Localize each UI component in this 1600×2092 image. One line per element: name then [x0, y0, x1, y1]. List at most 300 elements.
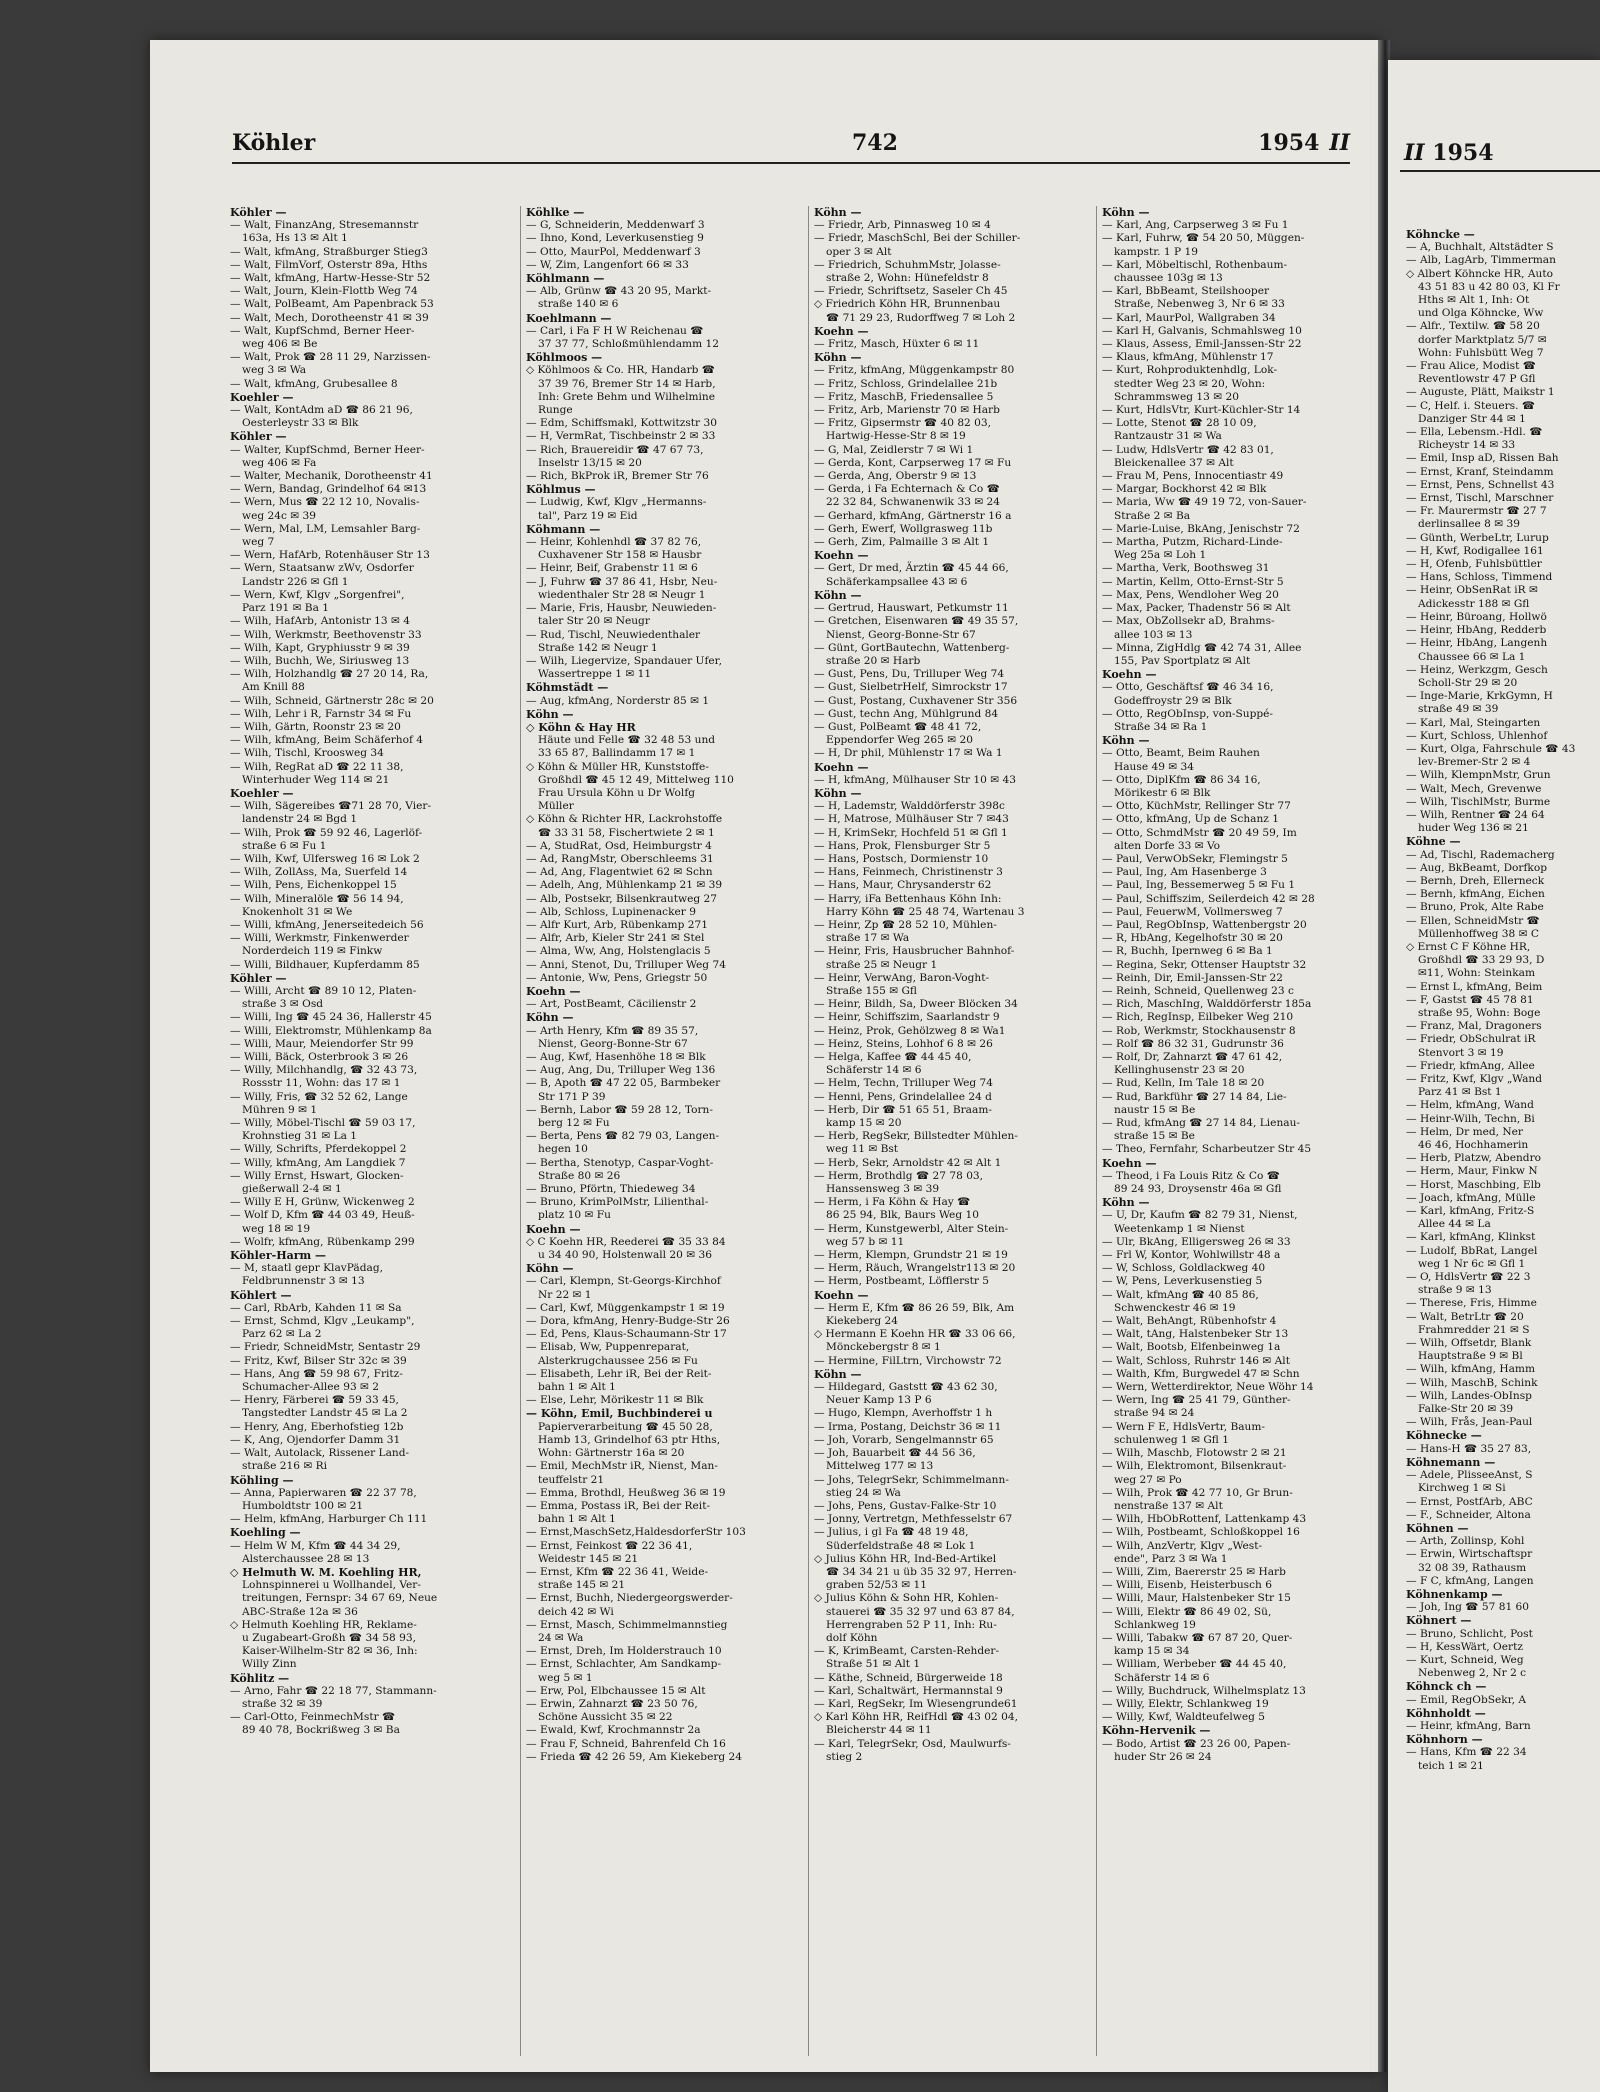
directory-entry: — Heinr, Bildh, Sa, Dweer Blöcken 34	[814, 998, 1018, 1011]
directory-entry: — Heinz, Steins, Lohhof 6 8 ✉ 26	[814, 1037, 993, 1050]
directory-entry: — Günt, GortBautechn, Wattenberg-	[814, 641, 1010, 654]
directory-entry: — Käthe, Schneid, Bürgerweide 18	[814, 1671, 1003, 1684]
directory-heading: Köhn —	[526, 1011, 574, 1025]
directory-entry: — Theo, Fernfahr, Scharbeutzer Str 45	[1102, 1143, 1312, 1156]
directory-entry: — Frieda ☎ 42 26 59, Am Kiekeberg 24	[526, 1750, 743, 1763]
directory-entry: — Joh, Ing ☎ 57 81 60	[1406, 1601, 1530, 1614]
directory-entry: — Gerh, Zim, Palmaille 3 ✉ Alt 1	[814, 536, 990, 549]
directory-entry: — A, StudRat, Osd, Heimburgstr 4	[526, 839, 712, 852]
directory-entry: Hauptstraße 9 ✉ Bl	[1418, 1350, 1523, 1363]
directory-entry: Schäferstr 14 ✉ 6	[826, 1064, 922, 1077]
directory-entry: — Hans, Prok, Flensburger Str 5	[814, 839, 991, 852]
directory-entry: straße 15 ✉ Be	[1114, 1130, 1195, 1143]
directory-entry: — Heinr-Wilh, Techn, Bi	[1406, 1112, 1535, 1125]
directory-entry: — Ernst, Masch, Schimmelmannstieg	[526, 1618, 728, 1631]
directory-heading: Köhler —	[230, 971, 287, 985]
directory-heading: Köhn —	[814, 351, 862, 365]
directory-entry: huder Str 26 ✉ 24	[1114, 1750, 1212, 1763]
directory-entry: — Henry, Ang, Eberhofstieg 12b	[230, 1420, 404, 1433]
directory-entry: — Fr. Maurermstr ☎ 27 7	[1406, 505, 1547, 518]
directory-entry: — Walt, Autolack, Rissener Land-	[230, 1447, 410, 1460]
directory-entry: — Gust, SielbetrHelf, Simrockstr 17	[814, 681, 1008, 694]
directory-entry: — Ernst, Feinkost ☎ 22 36 41,	[526, 1539, 693, 1552]
directory-heading: ◇ Helmuth W. M. Koehling HR,	[230, 1565, 422, 1579]
directory-entry: — Harry, iFa Bettenhaus Köhn Inh:	[814, 892, 1002, 905]
directory-heading: Köhler —	[230, 206, 287, 219]
directory-entry: — Carl, i Fa F H W Reichenau ☎	[526, 324, 704, 337]
directory-heading: Koehn —	[814, 760, 869, 774]
right-running-head	[1404, 140, 1494, 166]
directory-entry: dorfer Marktplatz 5/7 ✉	[1418, 333, 1547, 346]
directory-entry: — Herm, Postbeamt, Löfflerstr 5	[814, 1275, 990, 1288]
directory-entry: — Rolf, Dr, Zahnarzt ☎ 47 61 42,	[1102, 1051, 1283, 1063]
directory-entry: — Rich, MaschIng, Walddörferstr 185a	[1102, 998, 1312, 1011]
directory-heading: Köhnert —	[1406, 1614, 1472, 1628]
directory-entry: straße 140 ✉ 6	[538, 298, 619, 311]
directory-entry: — W, Zim, Langenfort 66 ✉ 33	[526, 258, 689, 271]
directory-entry: ◇ Köhn & Müller HR, Kunststoffe-	[526, 760, 709, 773]
directory-entry: — Friedr, kfmAng, Allee	[1406, 1059, 1535, 1072]
directory-heading: Köhn —	[1102, 734, 1150, 748]
directory-entry: — Max, Packer, Thadenstr 56 ✉ Alt	[1102, 602, 1291, 615]
directory-entry: — Karl, Mal, Steingarten	[1406, 716, 1541, 729]
directory-entry: — Maria, Ww ☎ 49 19 72, von-Sauer-	[1102, 496, 1307, 509]
directory-entry: — Ernst, Schlachter, Am Sandkamp-	[526, 1658, 722, 1671]
directory-entry: — Kurt, Schloss, Uhlenhof	[1406, 729, 1548, 742]
directory-entry: — Alb, Schloss, Lupinenacker 9	[526, 905, 696, 918]
directory-entry: — Helga, Kaffee ☎ 44 45 40,	[814, 1051, 972, 1063]
directory-entry: — Paul, RegObInsp, Wattenbergstr 20	[1102, 918, 1307, 931]
directory-entry: — Wern, Bandag, Grindelhof 64 ✉13	[230, 483, 427, 496]
directory-entry: — Helm, Techn, Trilluper Weg 74	[814, 1077, 993, 1090]
directory-entry: — B, Apoth ☎ 47 22 05, Barmbeker	[526, 1077, 721, 1090]
directory-entry: — Günth, WerbeLtr, Lurup	[1406, 531, 1549, 544]
directory-entry: — Hans, Postsch, Dormienstr 10	[814, 852, 989, 865]
directory-entry: platz 10 ✉ Fu	[538, 1209, 611, 1222]
directory-entry: — Arth, Zollinsp, Kohl	[1406, 1535, 1525, 1548]
directory-entry: — Alma, Ww, Ang, Holstenglacis 5	[526, 945, 711, 958]
directory-entry: Frau Ursula Köhn u Dr Wolfg	[538, 786, 696, 799]
directory-heading: Köhn-Hervenik —	[1102, 1724, 1211, 1738]
directory-entry: kampstr. 1 P 19	[1114, 245, 1198, 258]
directory-entry: — Fritz, Kwf, Bilser Str 32c ✉ 39	[230, 1354, 407, 1367]
page-number: 742	[852, 130, 898, 156]
directory-entry: — Otto, DiplKfm ☎ 86 34 16,	[1102, 773, 1261, 786]
directory-entry: weg 406 ✉ Fa	[242, 456, 317, 469]
directory-entry: — Wilh, Liegervize, Spandauer Ufer,	[526, 654, 722, 667]
directory-entry: Straße 155 ✉ Gfl	[826, 984, 917, 997]
directory-entry: — Bernh, Labor ☎ 59 28 12, Torn-	[526, 1103, 713, 1116]
directory-entry: — Wilh, KlempnMstr, Grun	[1406, 769, 1551, 782]
directory-entry: — A, Buchhalt, Altstädter S	[1406, 241, 1554, 254]
directory-entry: — Ernst, Kfm ☎ 22 36 41, Weide-	[526, 1565, 709, 1578]
directory-entry: berg 12 ✉ Fu	[538, 1117, 610, 1130]
right-year-text: 1954	[1432, 140, 1494, 166]
directory-heading: Köhlmus —	[526, 483, 596, 497]
directory-entry: — Carl, Kwf, Müggenkampstr 1 ✉ 19	[526, 1301, 725, 1314]
directory-entry: — Erwin, Wirtschaftspr	[1406, 1548, 1533, 1561]
directory-entry: — Walt, Journ, Klein-Flottb Weg 74	[230, 285, 418, 298]
directory-entry: — Wern, HafArb, Rotenhäuser Str 13	[230, 549, 430, 562]
column-2	[520, 206, 808, 2056]
directory-entry: — Inge-Marie, KrkGymn, H	[1406, 690, 1553, 703]
directory-entry: 86 25 94, Blk, Baurs Weg 10	[826, 1209, 979, 1222]
directory-entry: — Willi, Zim, Baererstr 25 ✉ Harb	[1102, 1565, 1286, 1578]
directory-heading: Köhne —	[1406, 835, 1461, 849]
directory-entry: straße 49 ✉ 39	[1418, 703, 1499, 716]
directory-entry: Weetenkamp 1 ✉ Nienst	[1114, 1222, 1245, 1235]
directory-entry: — Karl, RegSekr, Im Wiesengrunde61	[814, 1697, 1018, 1710]
directory-entry: oper 3 ✉ Alt	[826, 245, 892, 258]
directory-entry: ☎ 71 29 23, Rudorffweg 7 ✉ Loh 2	[826, 311, 1016, 324]
directory-entry: — Wilh, Holzhandlg ☎ 27 20 14, Ra,	[230, 668, 429, 681]
directory-entry: — Walth, Kfm, Burgwedel 47 ✉ Schn	[1102, 1367, 1300, 1380]
directory-entry: Straße 34 ✉ Ra 1	[1114, 720, 1208, 733]
directory-entry: — Hans, Schloss, Timmend	[1406, 571, 1553, 584]
directory-entry: — Adele, PlisseeAnst, S	[1406, 1469, 1533, 1482]
directory-entry: weg 24c ✉ 39	[242, 509, 316, 522]
directory-entry: 22 32 84, Schwanenwik 33 ✉ 24	[826, 496, 1001, 509]
directory-entry: — Alb, Postsekr, Bilsenkrautweg 27	[526, 892, 717, 905]
directory-heading: Köhnen —	[1406, 1521, 1469, 1535]
directory-entry: Parz 41 ✉ Bst 1	[1418, 1086, 1502, 1099]
directory-entry: — Gust, techn Ang, Mühlgrund 84	[814, 707, 999, 720]
directory-heading: Köhnholdt —	[1406, 1706, 1486, 1720]
directory-entry: Hartwig-Hesse-Str 8 ✉ 19	[826, 430, 966, 443]
directory-entry: nenstraße 137 ✉ Alt	[1114, 1499, 1223, 1512]
directory-entry: — Wilh, TischlMstr, Burme	[1406, 795, 1551, 808]
directory-entry: Neuer Kamp 13 P 6	[826, 1394, 932, 1407]
directory-entry: Scholl-Str 29 ✉ 20	[1418, 676, 1518, 689]
directory-entry: ✉11, Wohn: Steinkam	[1418, 967, 1535, 980]
directory-entry: — Walt, BetrLtr ☎ 20	[1406, 1310, 1524, 1323]
directory-entry: — Martin, Kellm, Otto-Ernst-Str 5	[1102, 575, 1284, 588]
directory-entry: — Herm, Brothdlg ☎ 27 78 03,	[814, 1169, 984, 1182]
directory-entry: — Wilh, Pens, Eichenkoppel 15	[230, 879, 397, 892]
directory-entry: — Paul, Schiffszim, Seilerdeich 42 ✉ 28	[1102, 892, 1315, 905]
directory-heading: Köhnenkamp —	[1406, 1587, 1503, 1601]
directory-entry: Schumacher-Allee 93 ✉ 2	[242, 1381, 380, 1394]
directory-entry: — Wilh, AnzVertr, Klgv „West-	[1102, 1539, 1263, 1552]
directory-entry: — Horst, Maschbing, Elb	[1406, 1178, 1541, 1191]
column-4	[1096, 206, 1356, 2056]
directory-entry: — Johs, Pens, Gustav-Falke-Str 10	[814, 1499, 997, 1512]
directory-heading: Köhn —	[814, 1367, 862, 1381]
directory-heading: Köhling —	[230, 1473, 294, 1487]
directory-entry: — Alfr., Textilw. ☎ 58 20	[1406, 320, 1540, 333]
directory-entry: Nebenweg 2, Nr 2 c	[1418, 1667, 1527, 1680]
directory-entry: — Reinh, Dir, Emil-Janssen-Str 22	[1102, 971, 1283, 984]
directory-entry: — Herm, Räuch, Wrangelstr113 ✉ 20	[814, 1262, 1016, 1275]
directory-entry: — Willy E H, Grünw, Wickenweg 2	[230, 1196, 415, 1209]
directory-entry: Mittelweg 177 ✉ 13	[826, 1460, 934, 1473]
directory-entry: — Julius, i gl Fa ☎ 48 19 48,	[814, 1526, 969, 1539]
directory-entry: schulenweg 1 ✉ Gfl 1	[1114, 1433, 1229, 1446]
directory-entry: — Rich, Brauereidir ☎ 47 67 73,	[526, 443, 704, 456]
directory-entry: — Bertha, Stenotyp, Caspar-Voght-	[526, 1156, 714, 1169]
directory-entry: — Wilh, ZollAss, Ma, Suerfeld 14	[230, 866, 408, 879]
directory-heading: ◇ Köhn & Hay HR	[526, 720, 636, 734]
directory-entry: Kellinghusenstr 23 ✉ 20	[1114, 1064, 1245, 1077]
directory-entry: — Kurt, Rohproduktenhdlg, Lok-	[1102, 364, 1278, 377]
directory-entry: — William, Werbeber ☎ 44 45 40,	[1102, 1658, 1287, 1671]
column-1	[230, 206, 520, 2056]
directory-entry: Mühren 9 ✉ 1	[242, 1103, 318, 1116]
directory-entry: — Aug, Ang, Du, Trilluper Weg 136	[526, 1064, 716, 1077]
directory-entry: — Heinz, Prok, Gehölzweg 8 ✉ Wa1	[814, 1024, 1006, 1037]
directory-entry: — Herm, Kunstgewerbl, Alter Stein-	[814, 1222, 1009, 1235]
directory-entry: — Art, PostBeamt, Cäcilienstr 2	[526, 998, 697, 1011]
directory-entry: — Gretchen, Eisenwaren ☎ 49 35 57,	[814, 615, 1019, 628]
directory-entry: — Alfr Kurt, Arb, Rübenkamp 271	[526, 918, 708, 931]
directory-entry: Godeffroystr 29 ✉ Blk	[1114, 694, 1232, 707]
directory-entry: — H, Ofenb, Fuhlsbüttler	[1406, 558, 1542, 571]
directory-entry: — Ernst,MaschSetz,HaldesdorferStr 103	[526, 1526, 746, 1539]
directory-heading: Koehn —	[1102, 668, 1157, 682]
directory-entry: — Wilh, Elektromont, Bilsenkraut-	[1102, 1460, 1287, 1473]
directory-entry: — Marie, Fris, Hausbr, Neuwieden-	[526, 602, 717, 615]
directory-entry: — Otto, kfmAng, Up de Schanz 1	[1102, 813, 1279, 826]
directory-entry: — Ulr, BkAng, Elligersweg 26 ✉ 33	[1102, 1235, 1291, 1248]
directory-entry: — Walt, Mech, Dorotheenstr 41 ✉ 39	[230, 311, 429, 324]
directory-entry: teuffelstr 21	[538, 1473, 605, 1486]
directory-entry: — H, KessWärt, Oertz	[1406, 1640, 1523, 1653]
directory-entry: — Hans, Ang ☎ 59 98 67, Fritz-	[230, 1367, 403, 1380]
directory-entry: allee 103 ✉ 13	[1114, 628, 1193, 641]
directory-entry: Hanssensweg 3 ✉ 39	[826, 1183, 940, 1196]
directory-entry: — Karl, MaurPol, Wallgraben 34	[1102, 311, 1276, 324]
directory-entry: — Wern, Ing ☎ 25 41 79, Günther-	[1102, 1394, 1291, 1407]
directory-entry: Danziger Str 44 ✉ 1	[1418, 412, 1526, 425]
directory-entry: Rossstr 11, Wohn: das 17 ✉ 1	[242, 1077, 401, 1090]
directory-entry: — Heinr, Fris, Hausbrucher Bahnhof-	[814, 945, 1015, 958]
directory-entry: — Friedr, SchneidMstr, Sentastr 29	[230, 1341, 421, 1354]
directory-entry: — Karl H, Galvanis, Schmahlsweg 10	[1102, 324, 1302, 337]
directory-entry: ◇ Hermann E Koehn HR ☎ 33 06 66,	[814, 1328, 1016, 1341]
directory-entry: Landstr 226 ✉ Gfl 1	[242, 575, 349, 588]
directory-entry: — Bernh, Dreh, Ellerneck	[1406, 874, 1545, 887]
directory-entry: — Carl, Klempn, St-Georgs-Kirchhof	[526, 1275, 721, 1288]
directory-entry: straße 32 ✉ 39	[242, 1697, 323, 1710]
directory-entry: — Willi, Elektromstr, Mühlenkamp 8a	[230, 1024, 432, 1037]
directory-entry: — Willi, Archt ☎ 89 10 12, Platen-	[230, 984, 417, 997]
directory-entry: Weg 25a ✉ Loh 1	[1114, 549, 1207, 562]
directory-heading: Köhler-Harm —	[230, 1249, 326, 1263]
directory-entry: weg 3 ✉ Wa	[242, 364, 307, 377]
directory-heading: Köhn —	[1102, 206, 1150, 219]
directory-entry: — Wilh, Gärtn, Roonstr 23 ✉ 20	[230, 720, 401, 733]
directory-heading: Koehler —	[230, 786, 294, 800]
directory-entry: — Willy, kfmAng, Am Langdiek 7	[230, 1156, 406, 1169]
directory-entry: Kirchweg 1 ✉ Si	[1418, 1482, 1506, 1495]
directory-entry: — Erwin, Zahnarzt ☎ 23 50 76,	[526, 1697, 698, 1710]
directory-entry: weg 27 ✉ Po	[1114, 1473, 1182, 1486]
directory-entry: — Heinr, Büroang, Hollwö	[1406, 610, 1547, 623]
directory-entry: 89 40 78, Bockrißweg 3 ✉ Ba	[242, 1724, 400, 1737]
directory-entry: ☎ 34 34 21 u üb 35 32 97, Herren-	[826, 1565, 1017, 1578]
directory-entry: Oesterleystr 33 ✉ Blk	[242, 417, 359, 430]
directory-entry: — Walt, Bootsb, Elfenbeinweg 1a	[1102, 1341, 1281, 1354]
directory-entry: — Heinr, ObSenRat iR ✉	[1406, 584, 1538, 597]
directory-heading: Köhler —	[230, 430, 287, 444]
directory-entry: — Willi, Ing ☎ 45 24 36, Hallerstr 45	[230, 1011, 432, 1024]
directory-entry: — Gust, Postang, Cuxhavener Str 356	[814, 694, 1018, 707]
directory-entry: — Walt, kfmAng, Straßburger Stieg3	[230, 245, 428, 258]
directory-entry: Müller	[538, 800, 574, 813]
directory-entry: — G, Schneiderin, Meddenwarf 3	[526, 219, 705, 232]
directory-entry: Runge	[538, 404, 573, 417]
directory-entry: — Walt, KupfSchmd, Berner Heer-	[230, 324, 415, 337]
directory-entry: 33 65 87, Ballindamm 17 ✉ 1	[538, 747, 696, 760]
directory-entry: — Rud, Tischl, Neuwiedenthaler	[526, 628, 701, 641]
directory-entry: — Emma, Brothdl, Heußweg 36 ✉ 19	[526, 1486, 726, 1499]
directory-entry: Alsterkrugchaussee 256 ✉ Fu	[538, 1354, 698, 1367]
directory-entry: — Otto, Beamt, Beim Rauhen	[1102, 747, 1260, 760]
directory-entry: — H, Kwf, Rodigallee 161	[1406, 544, 1544, 557]
directory-entry: — Willi, Eisenb, Heisterbusch 6	[1102, 1579, 1272, 1592]
directory-entry: — Joh, Vorarb, Sengelmannstr 65	[814, 1433, 994, 1446]
directory-entry: — Klaus, Assess, Emil-Janssen-Str 22	[1102, 338, 1302, 351]
directory-entry: Rantzaustr 31 ✉ Wa	[1114, 430, 1222, 443]
directory-entry: Nr 22 ✉ 1	[538, 1288, 592, 1301]
directory-entry: — Wilh, Mineralöle ☎ 56 14 94,	[230, 892, 404, 905]
directory-entry: Krohnstieg 31 ✉ La 1	[242, 1130, 358, 1143]
directory-heading: Koehler —	[230, 390, 294, 404]
directory-entry: Richeystr 14 ✉ 33	[1418, 439, 1516, 452]
directory-entry: — Wilh, Kwf, Ulfersweg 16 ✉ Lok 2	[230, 852, 420, 865]
directory-entry: — Wilh, HbObRottenf, Lattenkamp 43	[1102, 1513, 1307, 1526]
directory-entry: — Karl, kfmAng, Fritz-S	[1406, 1205, 1535, 1218]
directory-entry: — Willi, Elektr ☎ 86 49 02, Sü,	[1102, 1605, 1272, 1618]
directory-heading: Koehling —	[230, 1526, 301, 1540]
directory-entry: 24 ✉ Wa	[538, 1631, 584, 1644]
directory-heading: Köhncke —	[1406, 228, 1475, 241]
directory-heading: Köhn —	[1102, 1196, 1150, 1210]
directory-entry: teich 1 ✉ 21	[1418, 1759, 1484, 1772]
directory-entry: — Bodo, Artist ☎ 23 26 00, Papen-	[1102, 1737, 1291, 1750]
directory-entry: — Joach, kfmAng, Mülle	[1406, 1191, 1536, 1204]
directory-entry: Alsterchaussee 28 ✉ 13	[242, 1552, 370, 1565]
directory-entry: — Emil, Insp aD, Rissen Bah	[1406, 452, 1559, 465]
directory-page-left	[150, 40, 1380, 2072]
directory-heading: Koehn —	[526, 984, 581, 998]
directory-entry: — Willy Ernst, Hswart, Glocken-	[230, 1169, 404, 1182]
directory-entry: — K, KrimBeamt, Carsten-Rehder-	[814, 1645, 1000, 1658]
right-column	[1406, 228, 1596, 1773]
directory-entry: straße 216 ✉ Ri	[242, 1460, 327, 1473]
directory-entry: Häute und Felle ☎ 32 48 53 und	[538, 734, 716, 747]
directory-entry: — Walt, tAng, Halstenbeker Str 13	[1102, 1328, 1289, 1341]
directory-entry: — Bruno, Prok, Alte Rabe	[1406, 901, 1544, 914]
directory-entry: Chaussee 66 ✉ La 1	[1418, 650, 1526, 663]
directory-entry: — Karl, Fuhrw, ☎ 54 20 50, Müggen-	[1102, 232, 1305, 245]
directory-entry: — Herb, Platzw, Abendro	[1406, 1152, 1542, 1165]
directory-entry: — Wilh, Sägereibes ☎71 28 70, Vier-	[230, 800, 432, 813]
directory-entry: Falke-Str 20 ✉ 39	[1418, 1403, 1514, 1416]
directory-entry: weg 7	[242, 536, 275, 549]
directory-entry: — Walt, FilmVorf, Osterstr 89a, Hths	[230, 258, 428, 271]
directory-entry: — Carl-Otto, FeinmechMstr ☎	[230, 1711, 396, 1724]
directory-entry: — Karl, Ang, Carpserweg 3 ✉ Fu 1	[1102, 219, 1289, 232]
directory-entry: — Paul, Ing, Am Hasenberge 3	[1102, 866, 1267, 879]
directory-entry: — H, VermRat, Tischbeinstr 2 ✉ 33	[526, 430, 716, 443]
directory-entry: stedter Weg 23 ✉ 20, Wohn:	[1114, 377, 1266, 390]
directory-entry: Müllenhoffweg 38 ✉ C	[1418, 927, 1539, 940]
directory-entry: — M, staatl gepr KlavPädag,	[230, 1262, 383, 1275]
directory-entry: — Hermine, FilLtrn, Virchowstr 72	[814, 1354, 1002, 1367]
directory-heading: Köhnhorn —	[1406, 1733, 1483, 1747]
directory-entry: — Ewald, Kwf, Krochmannstr 2a	[526, 1724, 701, 1737]
directory-entry: — Wilh, Postbeamt, Schloßkoppel 16	[1102, 1526, 1300, 1539]
directory-entry: — Wilh, Rentner ☎ 24 64	[1406, 808, 1545, 821]
directory-entry: Parz 62 ✉ La 2	[242, 1328, 322, 1341]
directory-entry: — Erw, Pol, Elbchaussee 15 ✉ Alt	[526, 1684, 706, 1697]
directory-entry: — Rud, Barkführ ☎ 27 14 84, Lie-	[1102, 1090, 1287, 1103]
directory-entry: — Bruno, KrimPolMstr, Lilienthal-	[526, 1196, 709, 1209]
directory-entry: — Rich, BkProk iR, Bremer Str 76	[526, 470, 709, 483]
directory-entry: Weidestr 145 ✉ 21	[538, 1552, 639, 1565]
directory-entry: — Wern, Wetterdirektor, Neue Wöhr 14	[1102, 1381, 1314, 1394]
directory-entry: — R, HbAng, Kegelhofstr 30 ✉ 20	[1102, 932, 1283, 945]
directory-entry: — W, Schloss, Goldlackweg 40	[1102, 1262, 1266, 1275]
directory-entry: Straße 80 ✉ 26	[538, 1169, 621, 1182]
directory-entry: — Ad, Ang, Flagentwiet 62 ✉ Schn	[526, 866, 713, 879]
directory-entry: Straße 142 ✉ Neugr 1	[538, 641, 658, 654]
directory-entry: alten Dorfe 33 ✉ Vo	[1114, 839, 1221, 852]
directory-entry: — Rich, RegInsp, Eilbeker Weg 210	[1102, 1011, 1294, 1024]
directory-entry: Herrengraben 52 P 11, Inh: Ru-	[826, 1618, 997, 1631]
directory-entry: — Heinr, Kohlenhdl ☎ 37 82 76,	[526, 536, 702, 549]
directory-entry: — Friedr, MaschSchl, Bei der Schiller-	[814, 232, 1021, 245]
directory-entry: straße 3 ✉ Osd	[242, 998, 324, 1011]
directory-entry: — Willy, Kwf, Waldteufelweg 5	[1102, 1711, 1266, 1724]
directory-entry: — R, Buchh, Ipernweg 6 ✉ Ba 1	[1102, 945, 1273, 958]
directory-entry: — Fritz, Masch, Hüxter 6 ✉ 11	[814, 338, 980, 351]
directory-entry: — Otto, Geschäftsf ☎ 46 34 16,	[1102, 681, 1274, 694]
directory-entry: — C, Helf. i. Steuers. ☎	[1406, 399, 1536, 412]
directory-entry: — Wilh, kfmAng, Beim Schäferhof 4	[230, 734, 424, 747]
directory-entry: — Fritz, Gipsermstr ☎ 40 82 03,	[814, 417, 992, 430]
directory-entry: Hamb 13, Grindelhof 63 ptr Hths,	[538, 1433, 721, 1446]
directory-entry: — U, Dr, Kaufm ☎ 82 79 31, Nienst,	[1102, 1209, 1298, 1222]
directory-entry: — Willy, Fris, ☎ 32 52 62, Lange	[230, 1090, 408, 1103]
directory-entry: — Hans-H ☎ 35 27 83,	[1406, 1442, 1532, 1455]
directory-entry: Knokenholt 31 ✉ We	[242, 905, 353, 918]
directory-heading: Köhlmoos —	[526, 351, 603, 365]
directory-entry: 155, Pav Sportplatz ✉ Alt	[1114, 654, 1251, 667]
directory-entry: — Martha, Verk, Boothsweg 31	[1102, 562, 1270, 575]
directory-entry: — Ludwig, Kwf, Klgv „Hermanns-	[526, 496, 707, 509]
directory-entry: — Gerh, Ewerf, Wollgrasweg 11b	[814, 522, 993, 535]
directory-entry: — Heinr, Beif, Grabenstr 11 ✉ 6	[526, 562, 698, 575]
directory-entry: — Rob, Werkmstr, Stockhausenstr 8	[1102, 1024, 1296, 1037]
directory-entry: dolf Köhn	[826, 1631, 878, 1644]
directory-entry: taler Str 20 ✉ Neugr	[538, 615, 650, 628]
directory-entry: Straße 51 ✉ Alt 1	[826, 1658, 921, 1671]
directory-entry: ◇ Karl Köhn HR, ReifHdl ☎ 43 02 04,	[814, 1711, 1018, 1724]
directory-entry: — Max, ObZollsekr aD, Brahms-	[1102, 615, 1275, 628]
directory-entry: — Henry, Färberei ☎ 59 33 45,	[230, 1394, 399, 1407]
directory-entry: Wassertreppe 1 ✉ 11	[538, 668, 652, 681]
directory-entry: — Edm, Schiffsmakl, Kottwitzstr 30	[526, 417, 717, 430]
directory-entry: Inselstr 13/15 ✉ 20	[538, 456, 642, 469]
directory-entry: 43 51 83 u 42 80 03, Kl Fr	[1418, 280, 1560, 293]
directory-entry: — Hugo, Klempn, Averhoffstr 1 h	[814, 1407, 993, 1420]
directory-heading: Koehn —	[526, 1222, 581, 1236]
directory-entry: — Kurt, HdlsVtr, Kurt-Küchler-Str 14	[1102, 404, 1301, 417]
directory-entry: weg 406 ✉ Be	[242, 338, 318, 351]
directory-entry: — Ernst, Kranf, Steindamm	[1406, 465, 1554, 478]
